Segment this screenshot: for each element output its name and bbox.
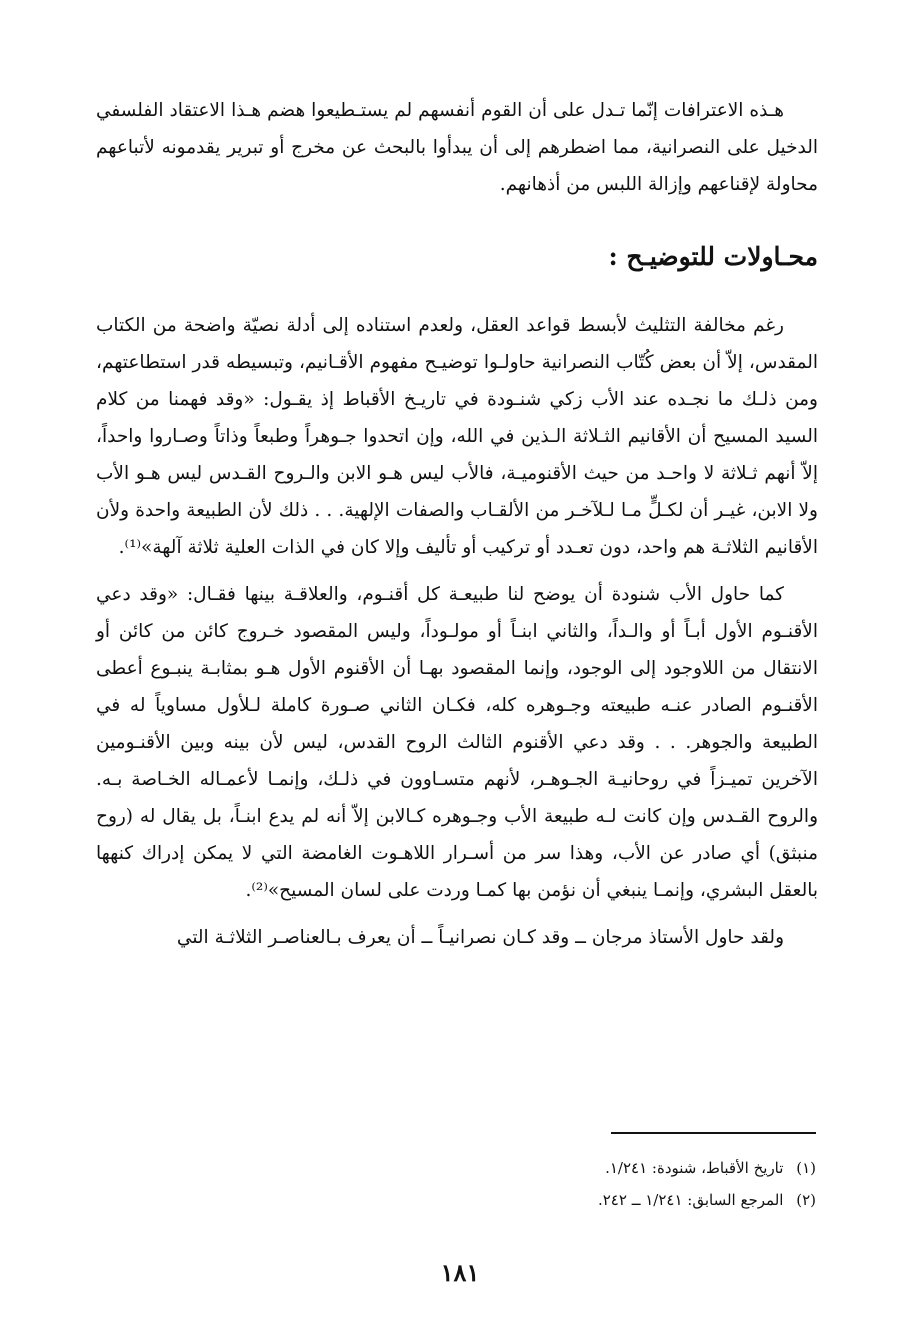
footnote-1-number: (١)	[796, 1159, 816, 1177]
footnote-2-text: المرجع السابق: ١/٢٤١ ــ ٢٤٢.	[597, 1191, 784, 1209]
paragraph-4: ولقد حاول الأستاذ مرجان ــ وقد كـان نصرانيـاً ــ أن يعرف بـالعناصـر الثلاثـة التي	[176, 927, 784, 948]
paragraph-1: هـذه الاعترافات إنّما تـدل على أن القوم أنفسهم لم يستـطيعوا هضم هـذا الاعتقاد الفلسفي الدخيل على النصرانية، مما اضطرهم إلى أن يبدأوا بالبحث عن مخرج أو تبرير يقدمونه لأتباعهم محاولة لإقناعهم وإزالة اللبس من أذهانهم.	[96, 100, 818, 195]
footnote-1-text: تاريخ الأقباط، شنودة: ١/٢٤١.	[605, 1159, 784, 1177]
footnote-divider	[611, 1132, 816, 1134]
footnotes	[96, 1152, 816, 1216]
paragraph-2: رغم مخالفة التثليث لأبسط قواعد العقل، ولعدم استناده إلى أدلة نصيّة واضحة من الكتاب المقدس، إلاّ أن بعض كُتّاب النصرانية حاولـوا توضيـح مفهوم الأقـانيم، وتبسيطه قدر استطاعتهم، ومن ذلـك ما نجـده عند الأب زكي شنـودة في تاريـخ الأقباط إذ يقـول: «وقد فهمنا من كلام السيد المسيح أن الأقانيم الثـلاثة الـذين في الله، وإن اتحدوا جـوهراً وطبعاً وذاتاً وصـاروا واحداً، إلاّ أنهم ثـلاثة لا واحـد من حيث الأقنوميـة، فالأب ليس هـو الابن والـروح القـدس ليس هـو الأب ولا الابن، غيـر أن لكـلٍّ مـا لـلآخـر من الألقـاب والصفات الإلهية. . . ذلك لأن الطبيعة واحدة ولأن الأقانيم الثلاثـة هم واحد، دون تعـدد أو تركيب أو تأليف وإلا كان في الذات العلية ثلاثة آلهة»⁽¹⁾.	[96, 315, 818, 558]
footnote-1	[96, 1152, 816, 1184]
footnote-2-number: (٢)	[796, 1191, 816, 1209]
page-body	[96, 92, 818, 956]
footnote-2	[96, 1184, 816, 1216]
paragraph-3: كما حاول الأب شنودة أن يوضح لنا طبيعـة كل أقنـوم، والعلاقـة بينها فقـال: «وقد دعي الأقنـوم الأول أبـاً أو والـداً، والثاني ابنـاً أو مولـوداً، وليس المقصود خـروج كائن من كائن أو الانتقال من اللاوجود إلى الوجود، وإنما المقصود بهـا أن الأقنوم الأول هـو بمثابـة ينبـوع أعطى الأقنـوم الصادر عنـه طبيعته وجـوهره كله، فكـان الثاني صـورة كاملة لـلأول مساوياً له في الطبيعة والجوهر. . . وقد دعي الأقنوم الثالث الروح القدس، ليس لأن بينه وبين الأقنـومين الآخرين تميـزاً في روحانيـة الجـوهـر، لأنهم متسـاوون في ذلـك، وإنمـا لأعمـاله الخـاصة بـه. والروح القـدس وإن كانت لـه طبيعة الأب وجـوهره كـالابن إلاّ أنه لم يدع ابنـاً، بل يقال له (روح منبثق) أي صادر عن الأب، وهذا سر من أسـرار اللاهـوت الغامضة التي لا يمكن إدراك كنهها بالعقل البشري، وإنمـا ينبغي أن نؤمن بها كمـا وردت على لسان المسيح»⁽²⁾.	[96, 584, 818, 901]
section-heading: محـاولات للتوضيـح :	[608, 242, 818, 271]
page-number: ١٨١	[440, 1258, 480, 1287]
